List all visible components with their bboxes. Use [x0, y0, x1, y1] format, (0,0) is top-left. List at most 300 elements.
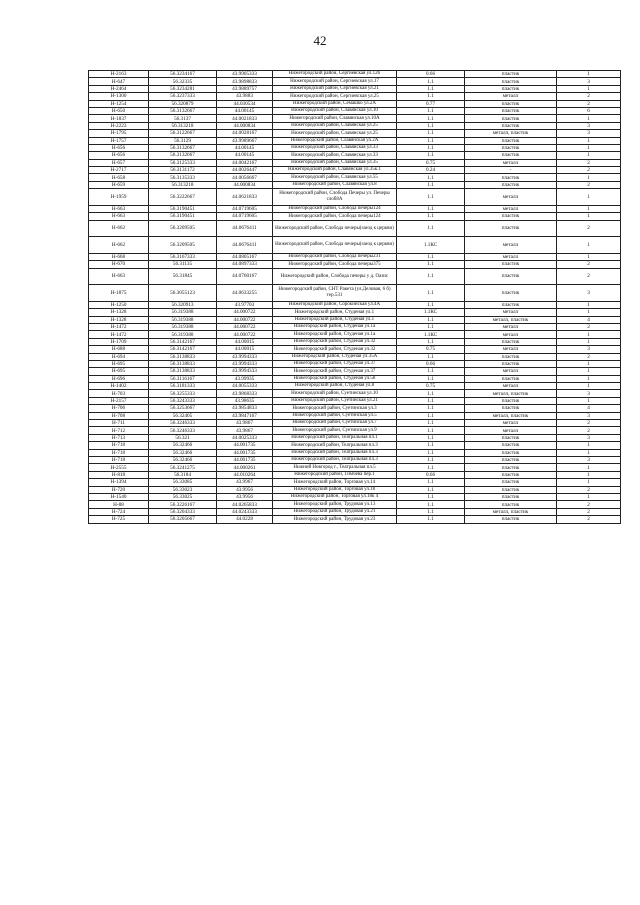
- volume-cell: 1.1: [397, 434, 465, 441]
- latitude-cell: 56.320879: [149, 100, 217, 107]
- site-id-cell: Н-713: [89, 434, 149, 441]
- volume-cell: 1.1: [397, 152, 465, 159]
- address-cell: Нижегородский район, Сергиевская ул.17: [273, 78, 397, 85]
- table-row: [89, 189, 621, 206]
- material-cell: металл: [465, 368, 557, 375]
- table-row: [89, 360, 621, 367]
- count-cell: 2: [557, 420, 621, 427]
- volume-cell: 0.24: [397, 167, 465, 174]
- table-row: [89, 420, 621, 427]
- material-cell: металл: [465, 331, 557, 338]
- count-cell: 2: [557, 220, 621, 237]
- material-cell: пластик: [465, 456, 557, 463]
- latitude-cell: 56.3222667: [149, 189, 217, 206]
- site-id-cell: Н-1472: [89, 323, 149, 330]
- table-row: [89, 144, 621, 151]
- site-id-cell: Н-688: [89, 346, 149, 353]
- longitude-cell: 44.001735: [217, 456, 273, 463]
- longitude-cell: 44.00015: [217, 346, 273, 353]
- address-cell: Нижегородский район, Слобода печеры(заезд к церкви): [273, 237, 397, 254]
- material-cell: пластик: [465, 442, 557, 449]
- count-cell: 2: [557, 486, 621, 493]
- volume-cell: 1.1: [397, 115, 465, 122]
- table-row: [89, 471, 621, 478]
- volume-cell: 1.1: [397, 501, 465, 508]
- count-cell: 1: [557, 383, 621, 390]
- volume-cell: 1.1: [397, 93, 465, 100]
- address-cell: Нижегородский район, Славянская ул.33: [273, 152, 397, 159]
- longitude-cell: 44.001735: [217, 449, 273, 456]
- count-cell: 2: [557, 353, 621, 360]
- address-cell: Нижегородский район, Слобода печеры у д. Оазис: [273, 268, 397, 285]
- material-cell: металл: [465, 420, 557, 427]
- address-cell: Нижегородский район, Трудовая ул.23: [273, 516, 397, 523]
- count-cell: 1: [557, 360, 621, 367]
- volume-cell: 1.1КС: [397, 331, 465, 338]
- material-cell: пластик: [465, 122, 557, 129]
- site-id-cell: Н-2464: [89, 85, 149, 92]
- table-row: [89, 383, 621, 390]
- longitude-cell: 44.000722: [217, 331, 273, 338]
- material-cell: пластик: [465, 71, 557, 78]
- site-id-cell: Н-694: [89, 353, 149, 360]
- material-cell: -: [465, 167, 557, 174]
- count-cell: 2: [557, 167, 621, 174]
- table-row: [89, 237, 621, 254]
- table-row: [89, 93, 621, 100]
- material-cell: пластик: [465, 213, 557, 220]
- site-id-cell: Н-1837: [89, 115, 149, 122]
- table-row: [89, 205, 621, 212]
- count-cell: 2: [557, 261, 621, 268]
- count-cell: 1: [557, 71, 621, 78]
- address-cell: Нижегородский район, Студеная ул.32: [273, 346, 397, 353]
- volume-cell: 1.1: [397, 420, 465, 427]
- longitude-cell: 43.97703: [217, 301, 273, 308]
- address-cell: Нижегородский район, Торговая ул.14: [273, 479, 397, 486]
- volume-cell: 1.1: [397, 427, 465, 434]
- address-cell: Нижегородский район, Студеная ул.1: [273, 309, 397, 316]
- latitude-cell: 56.313218: [149, 181, 217, 188]
- count-cell: 2: [557, 159, 621, 166]
- table-row: [89, 456, 621, 463]
- latitude-cell: 56.31135: [149, 261, 217, 268]
- latitude-cell: 56.319388: [149, 316, 217, 323]
- address-cell: Нижегородский район, Студеная ул.8: [273, 383, 397, 390]
- volume-cell: 1.1: [397, 174, 465, 181]
- volume-cell: 1.1: [397, 205, 465, 212]
- table-row: [89, 501, 621, 508]
- table-row: [89, 390, 621, 397]
- address-cell: Нижегородский район, Суетинская ул.5: [273, 412, 397, 419]
- table-row: [89, 338, 621, 345]
- longitude-cell: 44.001735: [217, 442, 273, 449]
- longitude-cell: 44.0025333: [217, 434, 273, 441]
- table-row: [89, 213, 621, 220]
- material-cell: пластик: [465, 220, 557, 237]
- site-id-cell: Н-1254: [89, 100, 149, 107]
- longitude-cell: 44.0676411: [217, 237, 273, 254]
- material-cell: пластик: [465, 78, 557, 85]
- volume-cell: 1.1: [397, 85, 465, 92]
- address-cell: Нижегородский район, Семашко ул.2А: [273, 100, 397, 107]
- site-id-cell: Н-658: [89, 174, 149, 181]
- latitude-cell: 56.3122667: [149, 130, 217, 137]
- table-row: [89, 368, 621, 375]
- count-cell: 1: [557, 174, 621, 181]
- material-cell: металл: [465, 309, 557, 316]
- site-id-cell: Н-656: [89, 144, 149, 151]
- latitude-cell: 56.3167333: [149, 253, 217, 260]
- count-cell: 2: [557, 501, 621, 508]
- address-cell: Нижегородский район, Славянская ул.2А: [273, 137, 397, 144]
- site-id-cell: Н-1472: [89, 331, 149, 338]
- address-cell: Нижегородский район, Суетинская ул.9: [273, 427, 397, 434]
- count-cell: 3: [557, 78, 621, 85]
- address-cell: Нижегородский район, Сергиевская ул.25: [273, 93, 397, 100]
- count-cell: 4: [557, 316, 621, 323]
- address-cell: Нижегородский район, Трудовая ул.21: [273, 508, 397, 515]
- volume-cell: 1.1: [397, 220, 465, 237]
- longitude-cell: 44.0056667: [217, 174, 273, 181]
- latitude-cell: 56.3190451: [149, 205, 217, 212]
- table-row: [89, 122, 621, 129]
- count-cell: 3: [557, 130, 621, 137]
- table-row: [89, 405, 621, 412]
- volume-cell: 1.1: [397, 285, 465, 302]
- count-cell: 1: [557, 205, 621, 212]
- material-cell: металл: [465, 159, 557, 166]
- volume-cell: 1.1: [397, 412, 465, 419]
- volume-cell: 1.1: [397, 353, 465, 360]
- table-row: [89, 353, 621, 360]
- material-cell: пластик: [465, 261, 557, 268]
- material-cell: металл: [465, 323, 557, 330]
- volume-cell: 1.1: [397, 397, 465, 404]
- table-row: [89, 253, 621, 260]
- count-cell: 6: [557, 107, 621, 114]
- material-cell: металл, пластик: [465, 412, 557, 419]
- material-cell: металл: [465, 189, 557, 206]
- count-cell: 1: [557, 331, 621, 338]
- table-row: [89, 268, 621, 285]
- page-number: 42: [313, 33, 327, 48]
- latitude-cell: 56.3209505: [149, 237, 217, 254]
- table-row: [89, 159, 621, 166]
- volume-cell: 1.1: [397, 78, 465, 85]
- volume-cell: 1.1: [397, 137, 465, 144]
- longitude-cell: 44.0719605: [217, 213, 273, 220]
- material-cell: пластик: [465, 397, 557, 404]
- count-cell: 1: [557, 152, 621, 159]
- latitude-cell: 56.3138833: [149, 368, 217, 375]
- longitude-cell: 44.000834: [217, 181, 273, 188]
- table-row: [89, 130, 621, 137]
- table-row: [89, 107, 621, 114]
- volume-cell: 1.1: [397, 213, 465, 220]
- count-cell: 1: [557, 442, 621, 449]
- address-cell: Нижегородский район, Славянская ул.55: [273, 174, 397, 181]
- material-cell: пластик: [465, 285, 557, 302]
- volume-cell: 1.1: [397, 493, 465, 500]
- latitude-cell: 56.3255333: [149, 390, 217, 397]
- longitude-cell: 43.9867: [217, 420, 273, 427]
- material-cell: пластик: [465, 100, 557, 107]
- table-row: [89, 181, 621, 188]
- site-id-cell: Н-718: [89, 449, 149, 456]
- site-id-cell: Н-662: [89, 220, 149, 237]
- address-cell: Нижегородский район, Суетинская ул.10: [273, 390, 397, 397]
- site-id-cell: Н-647: [89, 78, 149, 85]
- material-cell: пластик: [465, 486, 557, 493]
- longitude-cell: 44.0243333: [217, 508, 273, 515]
- latitude-cell: 56.321: [149, 434, 217, 441]
- address-cell: Нижегородский район, Трудовая ул.13: [273, 501, 397, 508]
- material-cell: металл: [465, 346, 557, 353]
- volume-cell: 1.1: [397, 508, 465, 515]
- count-cell: 1: [557, 471, 621, 478]
- volume-cell: 1.1КС: [397, 309, 465, 316]
- latitude-cell: 56.3205667: [149, 516, 217, 523]
- table-row: [89, 397, 621, 404]
- volume-cell: 1.1: [397, 301, 465, 308]
- latitude-cell: 56.3055123: [149, 285, 217, 302]
- material-cell: металл, пластик: [465, 508, 557, 515]
- address-cell: Нижегородский район, Славянская ул.10А: [273, 115, 397, 122]
- latitude-cell: 56.3241275: [149, 464, 217, 471]
- site-id-cell: Н-1795: [89, 130, 149, 137]
- longitude-cell: 43.9967: [217, 479, 273, 486]
- count-cell: 1: [557, 375, 621, 382]
- table-row: [89, 174, 621, 181]
- address-cell: Нижегородский район, Слобода печеры231: [273, 253, 397, 260]
- table-body: [89, 71, 621, 524]
- address-cell: Нижегородский район, Студеная ул.37: [273, 360, 397, 367]
- material-cell: пластик: [465, 471, 557, 478]
- volume-cell: 0.66: [397, 71, 465, 78]
- material-cell: пластик: [465, 464, 557, 471]
- address-cell: Нижегородский район, Театральная пл.3: [273, 449, 397, 456]
- table-row: [89, 442, 621, 449]
- site-id-cell: Н-670: [89, 261, 149, 268]
- latitude-cell: 56.3209505: [149, 220, 217, 237]
- address-cell: Нижегородский район, Сергиевская ул.21: [273, 85, 397, 92]
- material-cell: пластик: [465, 107, 557, 114]
- address-cell: Нижегородский район, Слобода печеры124: [273, 213, 397, 220]
- table-row: [89, 516, 621, 523]
- volume-cell: 1.1: [397, 107, 465, 114]
- address-cell: Нижегородский район, Слобода Печеры ул. Печеры слоб8А: [273, 189, 397, 206]
- count-cell: 1: [557, 189, 621, 206]
- longitude-cell: 44.0055333: [217, 383, 273, 390]
- site-id-cell: Н-695: [89, 360, 149, 367]
- count-cell: 2: [557, 508, 621, 515]
- material-cell: металл, пластик: [465, 316, 557, 323]
- longitude-cell: 44.00015: [217, 338, 273, 345]
- table-row: [89, 316, 621, 323]
- latitude-cell: 56.3246333: [149, 427, 217, 434]
- site-id-cell: Н-657: [89, 159, 149, 166]
- material-cell: пластик: [465, 353, 557, 360]
- address-cell: Нижегородский район, Тимчева пер.1: [273, 471, 397, 478]
- longitude-cell: 43.99935: [217, 375, 273, 382]
- table-row: [89, 152, 621, 159]
- material-cell: пластик: [465, 115, 557, 122]
- longitude-cell: 43.9847167: [217, 412, 273, 419]
- material-cell: пластик: [465, 493, 557, 500]
- longitude-cell: 43.9883: [217, 93, 273, 100]
- count-cell: 1: [557, 493, 621, 500]
- latitude-cell: 56.3253667: [149, 405, 217, 412]
- latitude-cell: 56.3246333: [149, 420, 217, 427]
- table-row: [89, 323, 621, 330]
- longitude-cell: 44.000722: [217, 309, 273, 316]
- latitude-cell: 56.319388: [149, 331, 217, 338]
- site-id-cell: Н-724: [89, 508, 149, 515]
- volume-cell: 1.1: [397, 253, 465, 260]
- table-row: [89, 115, 621, 122]
- address-cell: Нижегородский район, Студеная ул.1а: [273, 331, 397, 338]
- table-row: [89, 309, 621, 316]
- container-sites-table: [88, 70, 621, 524]
- latitude-cell: 56.3234281: [149, 85, 217, 92]
- volume-cell: 1.1: [397, 368, 465, 375]
- table-row: [89, 479, 621, 486]
- table-row: [89, 346, 621, 353]
- volume-cell: 1.1: [397, 405, 465, 412]
- volume-cell: 0.66: [397, 471, 465, 478]
- latitude-cell: 56.3138833: [149, 360, 217, 367]
- longitude-cell: 44.00145: [217, 107, 273, 114]
- material-cell: пластик: [465, 360, 557, 367]
- longitude-cell: 44.010264: [217, 471, 273, 478]
- site-id-cell: Н-2555: [89, 464, 149, 471]
- longitude-cell: 44.0621833: [217, 189, 273, 206]
- address-cell: Нижегородский район, Слобода печеры375: [273, 261, 397, 268]
- site-id-cell: Н-718: [89, 442, 149, 449]
- table-row: [89, 449, 621, 456]
- count-cell: 3: [557, 412, 621, 419]
- site-id-cell: Н-712: [89, 427, 149, 434]
- longitude-cell: 44.0897333: [217, 261, 273, 268]
- latitude-cell: 56.320913: [149, 301, 217, 308]
- site-id-cell: Н-1757: [89, 137, 149, 144]
- material-cell: пластик: [465, 181, 557, 188]
- longitude-cell: 44.00145: [217, 152, 273, 159]
- address-cell: Нижегородский район, Студеная ул.58: [273, 375, 397, 382]
- count-cell: 1: [557, 368, 621, 375]
- site-id-cell: Н-708: [89, 412, 149, 419]
- table-row: [89, 71, 621, 78]
- latitude-cell: 56.32466: [149, 442, 217, 449]
- latitude-cell: 56.3237333: [149, 93, 217, 100]
- latitude-cell: 56.319388: [149, 323, 217, 330]
- site-id-cell: Н-703: [89, 390, 149, 397]
- address-cell: Нижегородский район, Театральная пл.3: [273, 442, 397, 449]
- address-cell: Нижегородский район, Суетинская ул.3: [273, 405, 397, 412]
- table-row: [89, 137, 621, 144]
- latitude-cell: 56.32405: [149, 412, 217, 419]
- latitude-cell: 56.3125333: [149, 159, 217, 166]
- site-id-cell: Н-656: [89, 152, 149, 159]
- longitude-cell: 43.9956: [217, 493, 273, 500]
- site-id-cell: Н-1328: [89, 316, 149, 323]
- latitude-cell: 56.3142167: [149, 346, 217, 353]
- volume-cell: 0.77: [397, 100, 465, 107]
- material-cell: металл, пластик: [465, 130, 557, 137]
- count-cell: 1: [557, 397, 621, 404]
- latitude-cell: 56.3135333: [149, 174, 217, 181]
- longitude-cell: 44.0760167: [217, 268, 273, 285]
- volume-cell: 0.75: [397, 383, 465, 390]
- table-row: [89, 331, 621, 338]
- latitude-cell: 56.3138833: [149, 353, 217, 360]
- longitude-cell: 43.9867: [217, 427, 273, 434]
- table-row: [89, 167, 621, 174]
- site-id-cell: Н-718: [89, 456, 149, 463]
- latitude-cell: 56.32466: [149, 456, 217, 463]
- material-cell: пластик: [465, 405, 557, 412]
- table-row: [89, 434, 621, 441]
- volume-cell: 0.66: [397, 360, 465, 367]
- address-cell: Нижегородский район, Торговая ул.18к 4: [273, 493, 397, 500]
- volume-cell: 1.1: [397, 516, 465, 523]
- volume-cell: 1.1: [397, 323, 465, 330]
- count-cell: 1: [557, 464, 621, 471]
- site-id-cell: Н-662: [89, 237, 149, 254]
- address-cell: Нижегородский район, Славянская ул.8: [273, 181, 397, 188]
- count-cell: 1: [557, 213, 621, 220]
- count-cell: 1: [557, 115, 621, 122]
- longitude-cell: 44.0021833: [217, 115, 273, 122]
- site-id-cell: Н-2717: [89, 167, 149, 174]
- latitude-cell: 56.3129: [149, 137, 217, 144]
- address-cell: Нижегородский район, Театральная пл.3: [273, 456, 397, 463]
- volume-cell: 1.1: [397, 181, 465, 188]
- count-cell: 1: [557, 253, 621, 260]
- latitude-cell: 56.32466: [149, 449, 217, 456]
- longitude-cell: 44.030534: [217, 100, 273, 107]
- site-id-cell: Н-663: [89, 213, 149, 220]
- address-cell: Нижний Новгород г., Театральная пл.5: [273, 464, 397, 471]
- count-cell: 1: [557, 479, 621, 486]
- site-id-cell: Н-663: [89, 268, 149, 285]
- table-row: [89, 285, 621, 302]
- latitude-cell: 56.3132667: [149, 144, 217, 151]
- site-id-cell: Н-1394: [89, 479, 149, 486]
- count-cell: 3: [557, 285, 621, 302]
- site-id-cell: Н-2223: [89, 122, 149, 129]
- material-cell: пластик: [465, 375, 557, 382]
- address-cell: Нижегородский район, Студеная ул.1а: [273, 323, 397, 330]
- volume-cell: 1.1: [397, 130, 465, 137]
- longitude-cell: 44.0228: [217, 516, 273, 523]
- site-id-cell: Н-1250: [89, 301, 149, 308]
- latitude-cell: 56.3181333: [149, 383, 217, 390]
- material-cell: пластик: [465, 144, 557, 151]
- latitude-cell: 56.33025: [149, 493, 217, 500]
- site-id-cell: Н-818: [89, 471, 149, 478]
- count-cell: 3: [557, 434, 621, 441]
- latitude-cell: 56.3132667: [149, 152, 217, 159]
- count-cell: 2: [557, 323, 621, 330]
- address-cell: Нижегородский район, Театральная пл.1: [273, 434, 397, 441]
- count-cell: 1: [557, 237, 621, 254]
- count-cell: 2: [557, 93, 621, 100]
- site-id-cell: Н-695: [89, 368, 149, 375]
- material-cell: пластик: [465, 268, 557, 285]
- address-cell: Нижегородский район, Слобода печеры124: [273, 205, 397, 212]
